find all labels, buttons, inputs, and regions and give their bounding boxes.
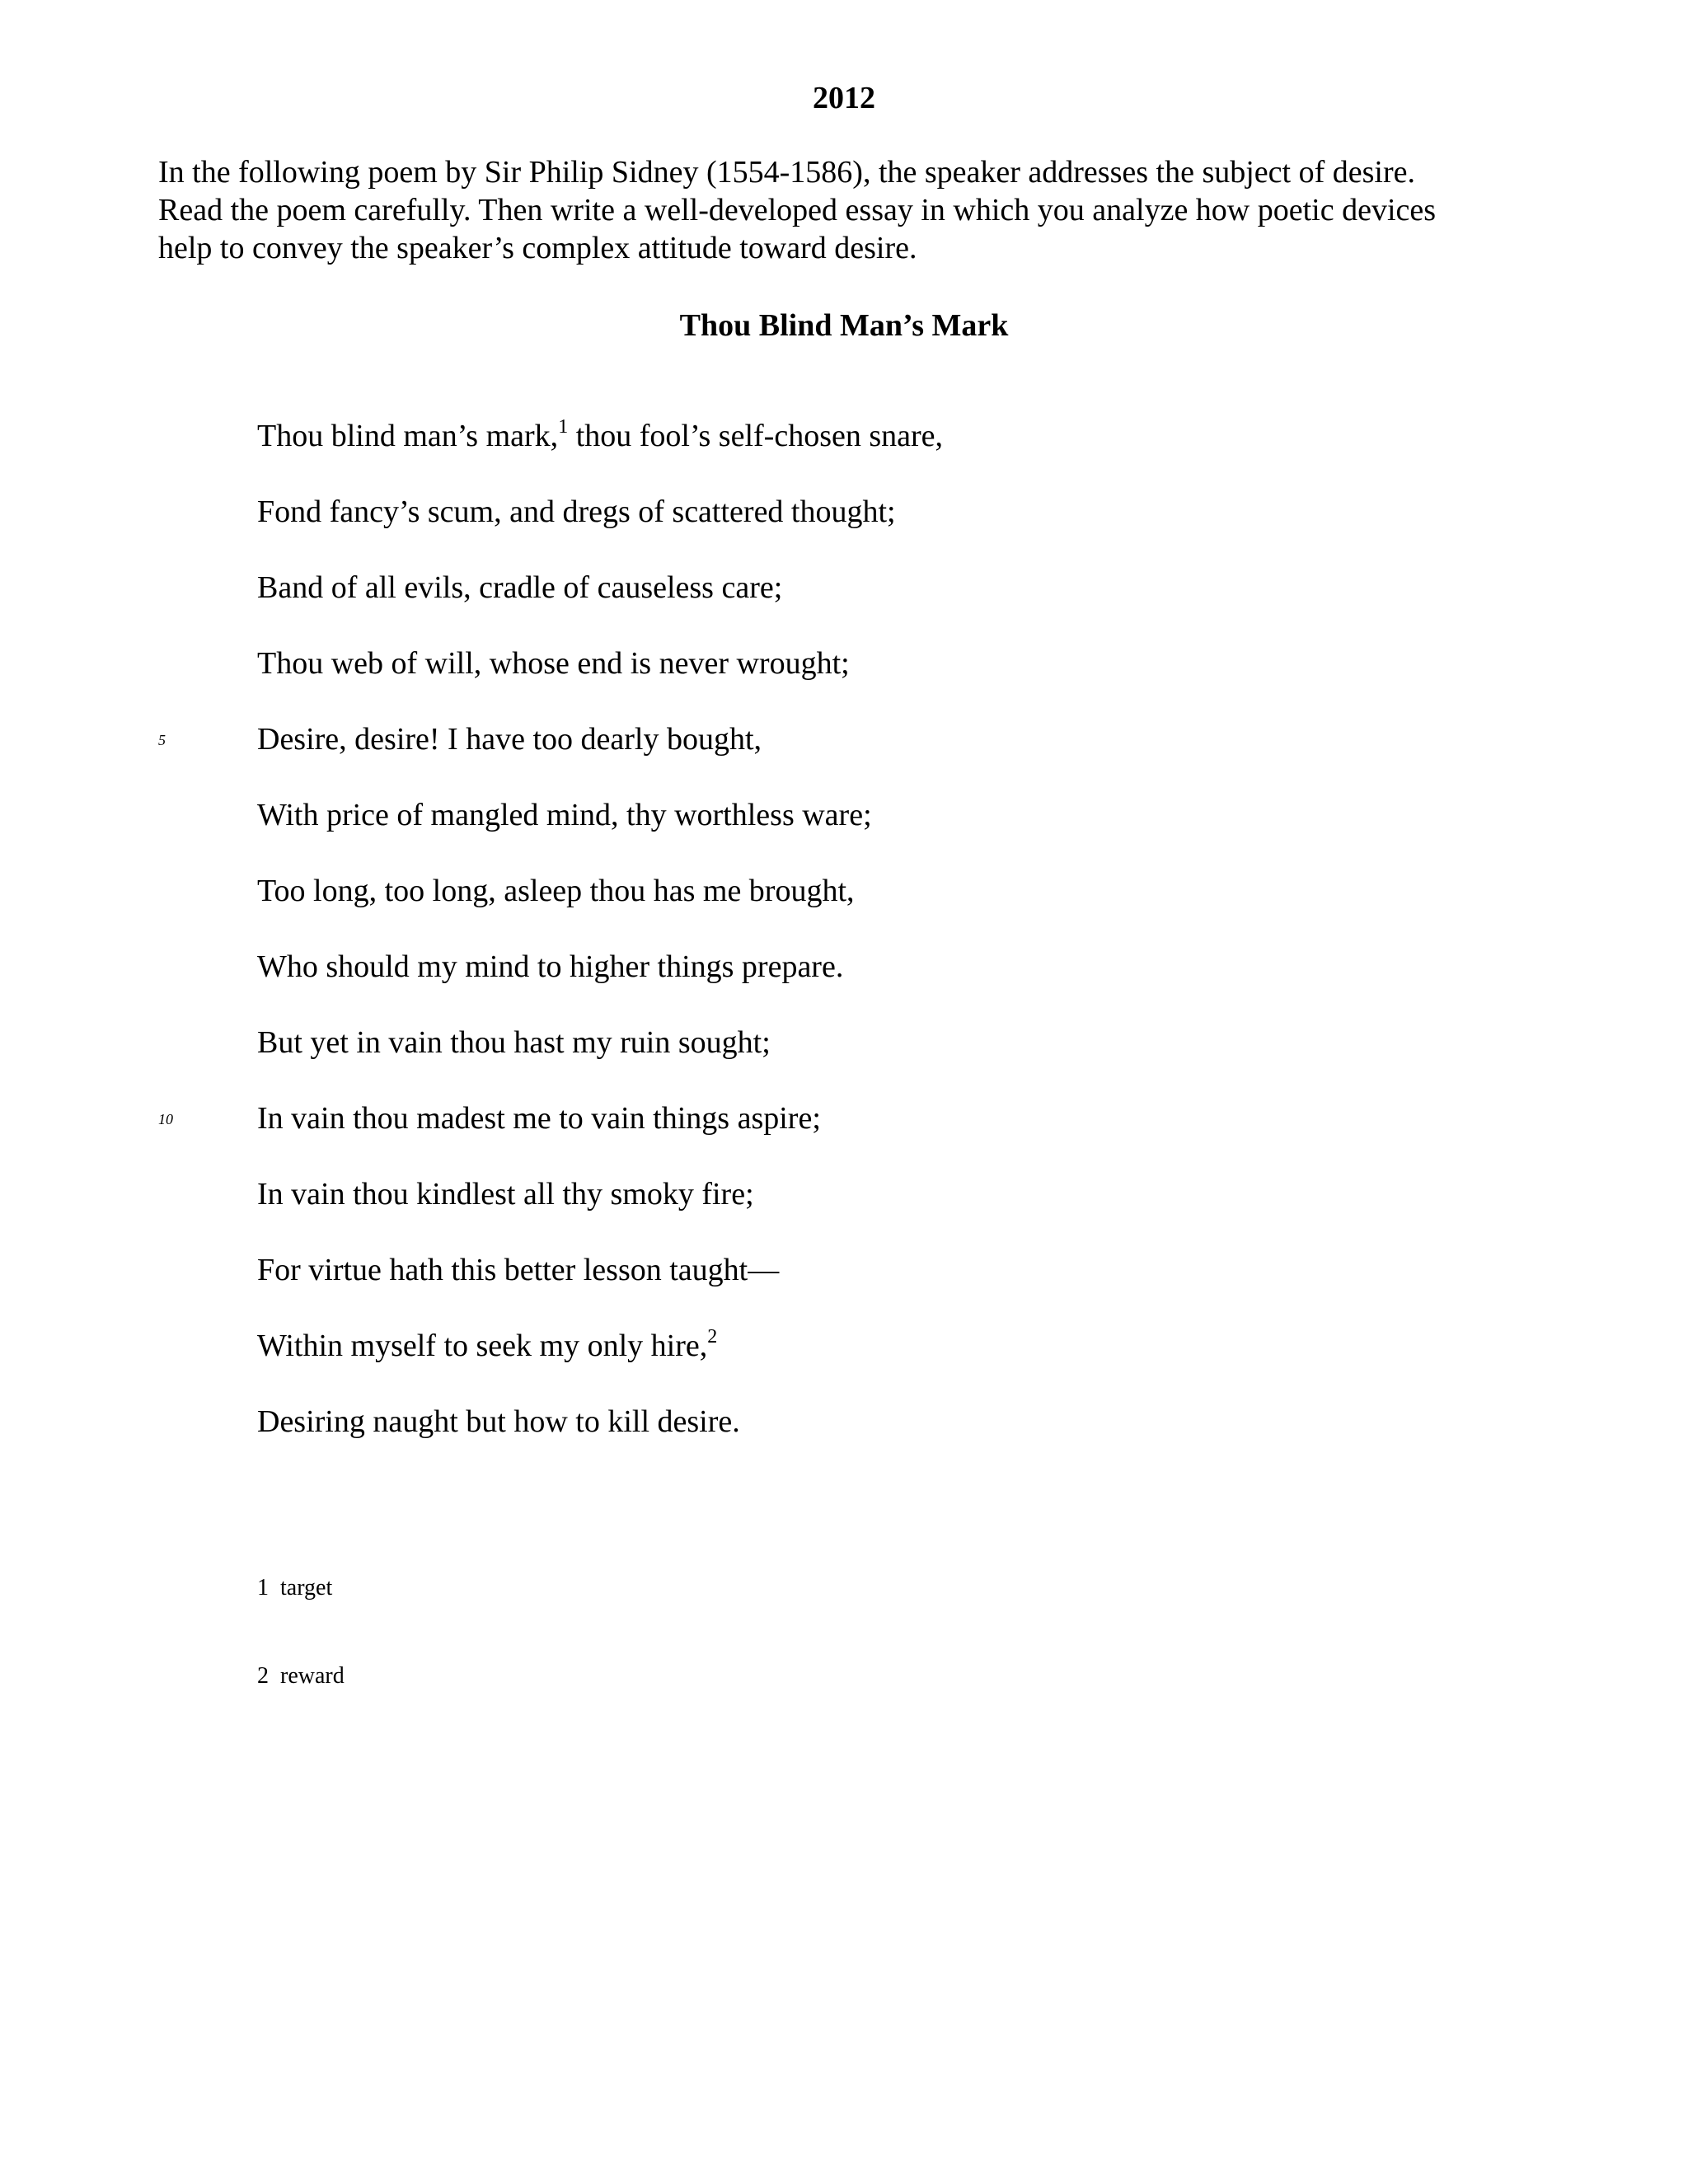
poem-line xyxy=(0,948,1688,1024)
poem-line-pre: Desiring naught but how to kill desire. xyxy=(257,1404,740,1439)
poem-body xyxy=(0,417,1688,1479)
footnote-number: 2 xyxy=(257,1663,269,1689)
poem-line-text xyxy=(257,644,850,682)
footnotes xyxy=(257,1574,345,1750)
poem-line-pre: With price of mangled mind, thy worthless ware; xyxy=(257,798,872,832)
poem-line xyxy=(0,493,1688,569)
poem-line-pre: Thou blind man’s mark, xyxy=(257,419,559,453)
poem-title: Thou Blind Man’s Mark xyxy=(679,308,1009,343)
poem-line xyxy=(0,569,1688,644)
prompt-line: In the following poem by Sir Philip Sidney (1554-1586), the speaker addresses the subject of desire. xyxy=(158,155,1415,190)
poem-line-pre: Fond fancy’s scum, and dregs of scattered thought; xyxy=(257,494,896,529)
year-heading: 2012 xyxy=(813,81,875,115)
poem-line-pre: Within myself to seek my only hire, xyxy=(257,1329,708,1363)
footnote xyxy=(257,1574,345,1662)
poem-line-text xyxy=(257,493,896,531)
poem-line xyxy=(0,417,1688,493)
poem-line xyxy=(0,1175,1688,1251)
poem-line xyxy=(0,1327,1688,1403)
poem-line-text xyxy=(257,1251,779,1289)
prompt-line: help to convey the speaker’s complex attitude toward desire. xyxy=(158,231,917,265)
footnote-text: reward xyxy=(280,1663,345,1689)
poem-line xyxy=(0,872,1688,948)
line-number: 5 xyxy=(158,732,166,748)
poem-line-pre: Who should my mind to higher things prepare. xyxy=(257,949,844,984)
poem-line-pre: Thou web of will, whose end is never wrought; xyxy=(257,646,850,681)
poem-line xyxy=(0,796,1688,872)
footnote xyxy=(257,1662,345,1750)
poem-line-text xyxy=(257,948,843,986)
poem-line-text xyxy=(257,872,855,910)
poem-line xyxy=(0,720,1688,796)
poem-line-pre: In vain thou kindlest all thy smoky fire; xyxy=(257,1177,754,1212)
poem-line-text xyxy=(257,1403,740,1441)
poem-line-text xyxy=(257,1327,717,1365)
poem-line-text xyxy=(257,720,762,758)
poem-line-text xyxy=(257,569,782,607)
poem-line-text xyxy=(257,1024,771,1062)
essay-prompt xyxy=(158,153,1559,267)
poem-line-pre: But yet in vain thou hast my ruin sought; xyxy=(257,1025,771,1060)
line-number: 10 xyxy=(158,1111,173,1127)
poem-line xyxy=(0,644,1688,720)
footnote-marker: 2 xyxy=(707,1326,718,1347)
poem-line-pre: For virtue hath this better lesson taught— xyxy=(257,1253,780,1287)
footnote-text: target xyxy=(280,1575,333,1601)
poem-line xyxy=(0,1403,1688,1479)
poem-line xyxy=(0,1024,1688,1099)
footnote-marker: 1 xyxy=(558,416,569,438)
poem-line-text xyxy=(257,796,872,834)
poem-line-text xyxy=(257,1099,821,1137)
poem-line-pre: Too long, too long, asleep thou has me brought, xyxy=(257,874,855,908)
footnote-number: 1 xyxy=(257,1575,269,1601)
poem-line-text xyxy=(257,417,943,455)
prompt-line: Read the poem carefully. Then write a well-developed essay in which you analyze how poetic devices xyxy=(158,193,1437,227)
poem-line-pre: Desire, desire! I have too dearly bought, xyxy=(257,722,762,757)
poem-line-pre: In vain thou madest me to vain things aspire; xyxy=(257,1101,821,1136)
poem-line-text xyxy=(257,1175,754,1213)
poem-line-pre: Band of all evils, cradle of causeless care; xyxy=(257,570,783,605)
poem-line xyxy=(0,1099,1688,1175)
poem-line xyxy=(0,1251,1688,1327)
poem-line-post: thou fool’s self-chosen snare, xyxy=(568,419,944,453)
